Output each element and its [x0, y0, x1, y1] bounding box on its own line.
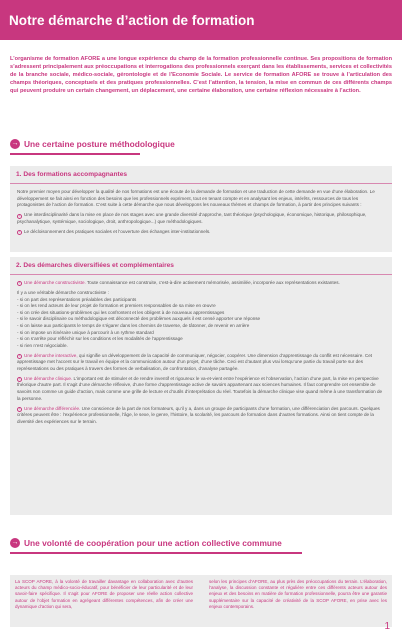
arrow-circle-icon: →: [11, 140, 19, 147]
text-column-left: La SCOP AFORE, à la volonté de travailler davantage en collaboration avec d’autres acteurs du champ médico-socio-éducatif, pour bénéficier de leur particularité et de leur savoir-faire spécifique. Il s’agit pour AFORE de proposer une réelle action collective autour de l’objet formation en agrégeant différentes compétences, afin de créer une dynamique d’action qui sera,: [15, 579, 193, 609]
panel-body: [17, 189, 385, 239]
arrow-bullet-icon: ›: [18, 281, 21, 286]
list-item: - si rien n’est négociable.: [17, 342, 68, 348]
panel-diversified-approaches: [10, 257, 392, 515]
panel-accompanying-trainings: [10, 166, 392, 252]
bullet-item: › Une démarche clinique. L’important est de stimuler et de rendre inventif et rigoureux le va-et-vient entre l’expérience et l’observation, l’action d’une part, la mise en perspective théorique d’autre part. Il s’agit d’une démarche réflexive, d’une forme d’apprentissage active de savoirs appartenant aux sciences humaines. Il faut comprendre cet ensemble de savoirs non comme un guide d’action, mais comme une grille de lecture et d’outils d’interprétation du réel. Toutefois la démarche clinique vise quand même à une transformation de la personne.: [17, 375, 383, 401]
list-intro: Il y a une véritable démarche constructiviste :: [17, 289, 109, 295]
section-underline: [10, 153, 140, 155]
bullet-item: › Une démarche constructiviste. Toute connaissance est construite, c’est-à-dire activement mémorisée, assimilée, incorporée aux représentations existantes.: [18, 280, 340, 286]
arrow-bullet-icon: ›: [18, 377, 21, 382]
panel-cooperation: [10, 575, 392, 627]
list-item: - si on impose un itinéraire unique à parcourir à un rythme standard: [17, 329, 154, 335]
list-item: - si on laisse aux participants le temps de s’égarer dans les chemins de traverse, de tâtonner, de revenir en arrière: [17, 322, 250, 328]
panel-divider: [10, 274, 392, 275]
bullet-item: › Une démarche interactive, qui signifie un développement de la capacité de communiquer, négocier, coopérer. Une dimension d’apprentissage du conflit est nécessaire. Cet apprentissage met l’accent sur le travail en équipe et la communication autour d’un projet, d’une tâche. Ceci est d’autant plus vrai lorsqu’une partie du travail porte sur des représentations ou des pratiques à travers des formes de verbalisation, de confrontation, d’analyse partagée.: [17, 352, 373, 371]
section-title: Une certaine posture méthodologique: [24, 139, 175, 149]
section-heading-methodology: [10, 136, 392, 152]
text-column-right: selon les principes d’AFORE, au plus près des préoccupations du terrain. L’élaboration, l’analyse, la discussion constante et régulière entre ces différents acteurs autour des enjeux et des besoins en matière de formation professionnelle, pourra être une garantie supplémentaire sur la capacité de créativité de la SCOP AFORE, en prise avec les enjeux contemporains.: [209, 579, 387, 609]
arrow-bullet-icon: ›: [18, 407, 21, 412]
list-item: - si le savoir disciplinaire ou méthodologique est déconnecté des problèmes auxquels il est censé apporter une réponse: [17, 316, 261, 322]
intro-paragraph: L’organisme de formation AFORE a une longue expérience du champ de la formation professionnelle continue. Ses propositions de formation s’adressent principalement aux préoccupations et interrogations des professionnels exerçant dans les établissements, services et collectivités de la branche sociale, médico-sociale, gérontologie et de l’Economie Sociale. Le service de formation AFORE se trouve à l’articulation des champs théoriques, conceptuels et des pratiques professionnelles. C’est l’attention, la tension, la mise en commun de ces différents champs qui peuvent produire un certain changement, un déplacement, une certaine élaboration, une certaine réflexion nécessaire à l’action.: [10, 56, 392, 94]
page-header: [0, 0, 402, 40]
section-heading-cooperation: [10, 535, 392, 551]
bullet-item: › Le décloisonnement des pratiques sociales et l’ouverture des échanges inter-institutionnels.: [18, 228, 211, 235]
panel-divider: [10, 183, 392, 184]
page-number: 1: [384, 621, 390, 632]
list-item: - si on crée des situations-problèmes qui les confrontent et les obligent à de nouveaux apprentissages: [17, 309, 225, 315]
panel-title: 2. Des démarches diversifiées et complémentaires: [16, 262, 174, 269]
bullet-item: › Une démarche différenciée. Une conscience de la part de nos formateurs, qu’il y a, dans un groupe de participants d’une formation, une différenciation des parcours. Quelques critères peuvent être : l’expérience professionnelle, l’âge, le sexe, le genre, l’histoire, la scolarité, les parcours de formation dans d’autres formations. Ainsi on tient compte de la diversité des expériences sur le terrain.: [17, 405, 380, 424]
panel-body: [17, 280, 385, 429]
section-underline: [10, 552, 302, 554]
bullet-item: › Une interdisciplinarité dans la mise en place de nos stages avec une grande diversité d’approche, tant théorique (psychologique, économique, historique, philosophique, psychanalytique, systémique, sociologique, droit, anthropologique...) que méthodologiques.: [17, 212, 367, 224]
arrow-bullet-icon: ›: [18, 213, 21, 218]
arrow-bullet-icon: ›: [18, 354, 21, 359]
list-item: - si on s’arrête pour réfléchir sur les conditions et les modalités de l’apprentissage: [17, 336, 183, 342]
conditions-list: [17, 297, 385, 350]
section-title: Une volonté de coopération pour une action collective commune: [24, 538, 282, 548]
list-item: - si on les rend acteurs de leur projet de formation et premiers responsables de sa mise en œuvre: [17, 303, 216, 309]
list-item: - si on part des représentations préalables des participants: [17, 296, 137, 302]
arrow-bullet-icon: ›: [18, 230, 21, 235]
panel-title: 1. Des formations accompagnantes: [16, 171, 128, 178]
page-title: Notre démarche d’action de formation: [9, 13, 255, 28]
panel-paragraph: Notre premier moyen pour développer la qualité de nos formations est une écoute de la demande de formation et une traduction de cette demande en vue d’une élaboration. Le développement se fait ainsi en fonction des besoins que les professionnels expriment, tout en tenant compte et en analysant les enjeux, intérêts, ressources de tous les protagonistes de l’action de formation. C’est suite à cette démarche que nous développons les nouveaux thèmes et champs de formation, à partir des principes suivants :: [17, 189, 375, 208]
arrow-circle-icon: →: [11, 539, 19, 546]
